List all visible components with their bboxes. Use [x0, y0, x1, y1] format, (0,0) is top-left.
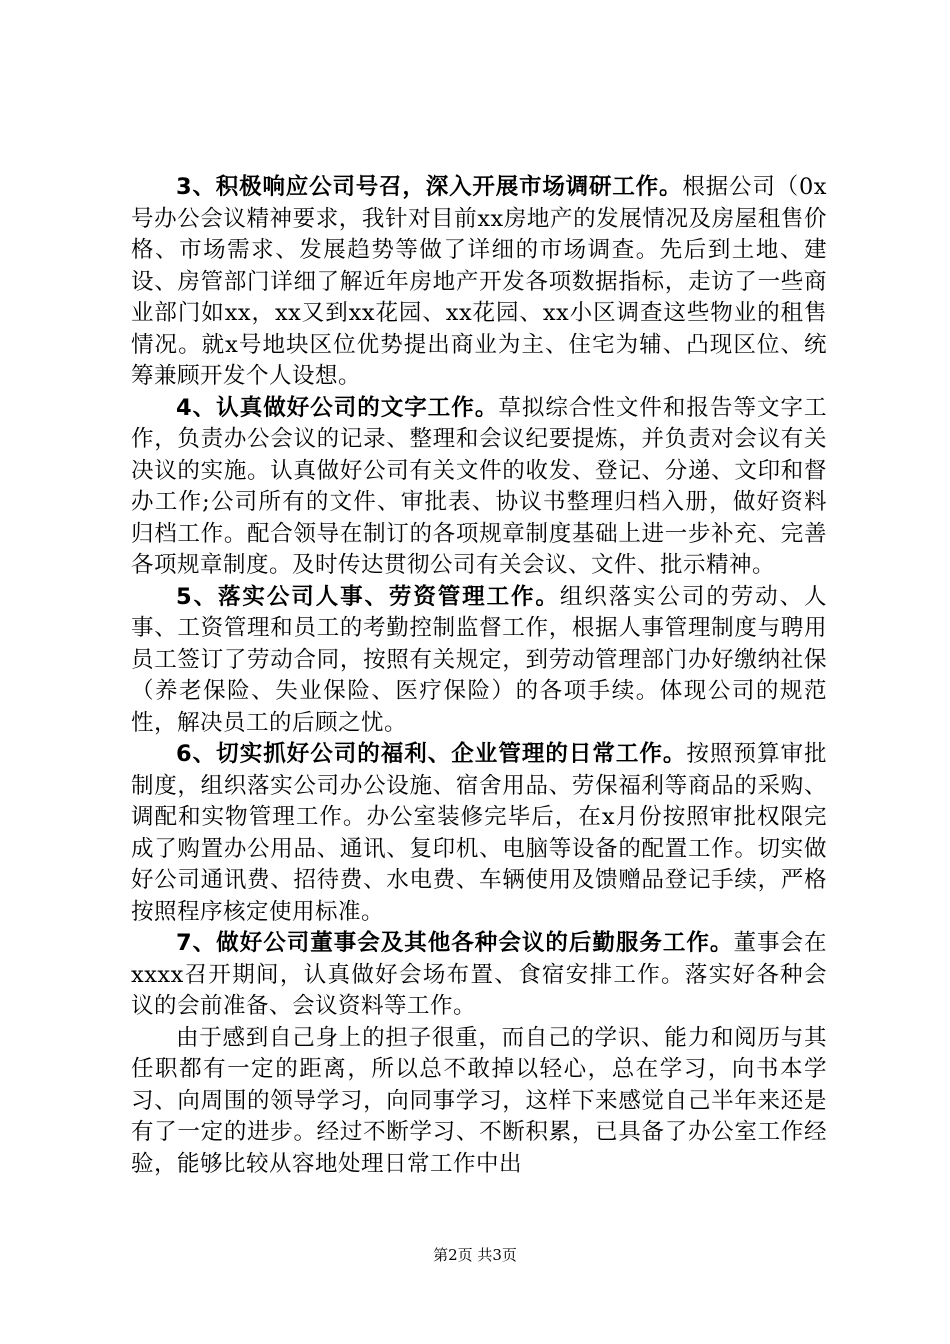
- paragraph-4: [131, 393, 827, 582]
- paragraph-6-text: 按照预算审批制度，组织落实公司办公设施、宿舍用品、劳保福利等商品的采购、调配和实物管理工作。办公室装修完毕后，在x月份按照审批权限完成了购置办公用品、通讯、复印机、电脑等设备的配置工作。切实做好公司通讯费、招待费、水电费、车辆使用及馈赠品登记手续，严格按照程序核定使用标准。: [131, 741, 827, 925]
- paragraph-summary-text: 由于感到自己身上的担子很重，而自己的学识、能力和阅历与其任职都有一定的距离，所以总不敢掉以轻心，总在学习，向书本学习、向周围的领导学习，向同事学习，这样下来感觉自己半年来还是有了一定的进步。经过不断学习、不断积累，已具备了办公室工作经验，能够比较从容地处理日常工作中出: [131, 1024, 827, 1177]
- paragraph-3: [131, 172, 827, 393]
- document-body: [131, 172, 827, 1180]
- paragraph-5-heading: 5、落实公司人事、劳资管理工作。: [176, 583, 560, 610]
- page-footer: 第2页 共3页: [433, 1246, 517, 1264]
- paragraph-4-heading: 4、认真做好公司的文字工作。: [176, 394, 499, 421]
- paragraph-5: [131, 582, 827, 740]
- paragraph-7-heading: 7、做好公司董事会及其他各种会议的后勤服务工作。: [176, 930, 734, 956]
- paragraph-4-text: 草拟综合性文件和报告等文字工作，负责办公会议的记录、整理和会议纪要提炼，并负责对会议有关决议的实施。认真做好公司有关文件的收发、登记、分递、文印和督办工作;公司所有的文件、审批表、协议书整理归档入册，做好资料归档工作。配合领导在制订的各项规章制度基础上进一步补充、完善各项规章制度。及时传达贯彻公司有关会议、文件、批示精神。: [131, 394, 827, 578]
- paragraph-3-heading: 3、积极响应公司号召，深入开展市场调研工作。: [176, 174, 683, 200]
- paragraph-summary: [131, 1023, 827, 1181]
- paragraph-3-text: 根据公司（0x号办公会议精神要求，我针对目前xx房地产的发展情况及房屋租售价格、市场需求、发展趋势等做了详细的市场调查。先后到土地、建设、房管部门详细了解近年房地产开发各项数据指标，走访了一些商业部门如xx，xx又到xx花园、xx花园、xx小区调查这些物业的租售情况。就x号地块区位优势提出商业为主、住宅为辅、凸现区位、统筹兼顾开发个人设想。: [131, 174, 827, 389]
- paragraph-7-text: 董事会在xxxx召开期间，认真做好会场布置、食宿安排工作。落实好各种会议的会前准备、会议资料等工作。: [131, 930, 827, 1019]
- paragraph-6-heading: 6、切实抓好公司的福利、企业管理的日常工作。: [176, 741, 687, 767]
- paragraph-5-text: 组织落实公司的劳动、人事、工资管理和员工的考勤控制监督工作，根据人事管理制度与聘用员工签订了劳动合同，按照有关规定，到劳动管理部门办好缴纳社保（养老保险、失业保险、医疗保险）的各项手续。体现公司的规范性，解决员工的后顾之忧。: [131, 583, 827, 736]
- paragraph-6: [131, 739, 827, 928]
- paragraph-7: [131, 928, 827, 1023]
